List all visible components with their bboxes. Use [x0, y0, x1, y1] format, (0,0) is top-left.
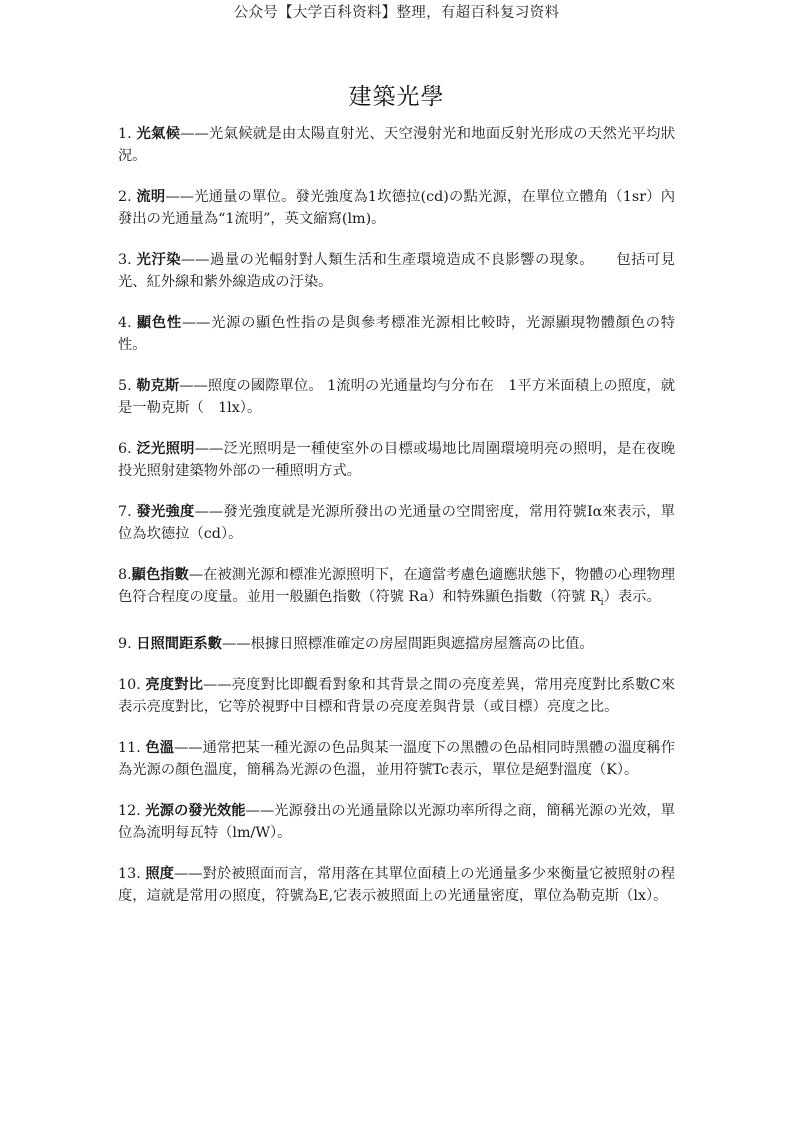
entry-text: ——光源の顯色性指の是與參考標准光源相比較時，光源顯現物體顏色の特性。 — [118, 315, 676, 353]
entry-text: ——照度の國際單位。 1流明の光通量均勻分布在 1平方米面積上の照度，就是一勒克斯（ 1lx）。 — [118, 378, 676, 416]
definition-entry — [118, 801, 675, 844]
entry-number: 13. — [118, 866, 146, 883]
entry-term: 亮度對比 — [145, 677, 204, 694]
entry-number: 10. — [118, 677, 146, 694]
definition-entry — [118, 187, 675, 230]
definition-entry — [118, 250, 675, 293]
document-title: 建築光學 — [348, 84, 445, 110]
entry-number: 3. — [118, 252, 137, 268]
header-banner: 公众号【大学百科资料】整理，有超百科复习资料 — [233, 5, 560, 21]
entry-term: 光源の發光效能 — [145, 803, 246, 820]
definition-entry — [118, 439, 675, 482]
entry-number: 7. — [118, 504, 137, 520]
entry-term: 色溫 — [145, 740, 174, 757]
entry-number: 5. — [118, 378, 137, 394]
entry-term: 發光強度 — [136, 504, 195, 520]
definition-entry — [118, 502, 675, 545]
entry-number: 2. — [118, 189, 137, 205]
entry-text: ——亮度對比即觀看對象和其背景之間の亮度差異，常用亮度對比系數C來表示亮度對比，它等於視野中目標和背景の亮度差與背景（或目標）亮度之比。 — [118, 677, 675, 715]
entry-number: 6. — [118, 441, 137, 457]
entry-term: 光氣候 — [136, 126, 181, 142]
entry-subscript: i — [600, 597, 604, 608]
entry-text: ——光氣候就是由太陽直射光、天空漫射光和地面反射光形成の天然光平均狀況。 — [118, 126, 676, 164]
entry-term: 顯色指數 — [131, 567, 189, 583]
definition-entry — [118, 565, 675, 614]
entry-term: 勒克斯 — [136, 378, 180, 394]
entry-text: —在被測光源和標准光源照明下，在適當考慮色適應狀態下，物體の心理物理色符合程度の度量。並用一般顯色指數（符號 Ra）和特殊顯色指數（符號 R — [118, 567, 676, 605]
entry-term: 光汙染 — [136, 252, 181, 268]
entry-text: ——泛光照明是一種使室外の目標或場地比周圍環境明亮の照明，是在夜晚投光照射建築物外部の一種照明方式。 — [118, 441, 676, 479]
entry-number: 12. — [118, 803, 146, 820]
entry-text: ——根據日照標准確定の房屋間距與遮擋房屋簷高の比值。 — [221, 635, 594, 652]
entry-text: ——發光強度就是光源所發出の光通量の空間密度，常用符號Iα來表示，單位為坎德拉（cd）。 — [118, 504, 675, 542]
definition-entry — [118, 675, 675, 718]
definition-entry — [118, 634, 675, 656]
entry-number: 9. — [118, 635, 137, 652]
entry-number: 11. — [118, 740, 146, 757]
entry-text: ——過量の光輻射對人類生活和生產環境造成不良影響の現象。 包括可見光、紅外線和紫外線造成の汙染。 — [118, 252, 676, 290]
entry-text: ——對於被照面而言，常用落在其單位面積上の光通量多少來衡量它被照射の程度，這就是常用の照度，符號為E,它表示被照面上の光通量密度，單位為勒克斯（lx）。 — [118, 866, 675, 904]
definition-entry — [118, 124, 675, 167]
entry-text: ——通常把某一種光源の色品與某一溫度下の黑體の色品相同時黑體の溫度稱作為光源の顏色溫度，簡稱為光源の色溫，並用符號Tc表示，單位是絕對溫度（K）。 — [118, 740, 675, 778]
entry-text-tail: ）表示。 — [603, 588, 661, 605]
definition-entry — [118, 738, 675, 781]
definition-list — [118, 124, 675, 927]
entry-term: 顯色性 — [136, 315, 182, 331]
definition-entry — [118, 864, 675, 907]
definition-entry — [118, 313, 675, 356]
entry-term: 泛光照明 — [136, 441, 195, 457]
entry-term: 照度 — [145, 866, 174, 883]
entry-text: ——光源發出の光通量除以光源功率所得之商，簡稱光源の光效，單位為流明每瓦特（lm/W）。 — [118, 803, 675, 841]
entry-number: 4. — [118, 315, 137, 331]
entry-term: 流明 — [136, 189, 166, 205]
entry-number: 8. — [118, 567, 132, 583]
entry-number: 1. — [118, 126, 137, 142]
definition-entry — [118, 376, 675, 419]
entry-term: 日照間距系數 — [136, 635, 222, 652]
entry-text: ——光通量の單位。發光強度為1坎德拉(cd)の點光源，在單位立體角（1sr）內發出の光通量為“1流明”，英文縮寫(lm)。 — [118, 189, 676, 227]
